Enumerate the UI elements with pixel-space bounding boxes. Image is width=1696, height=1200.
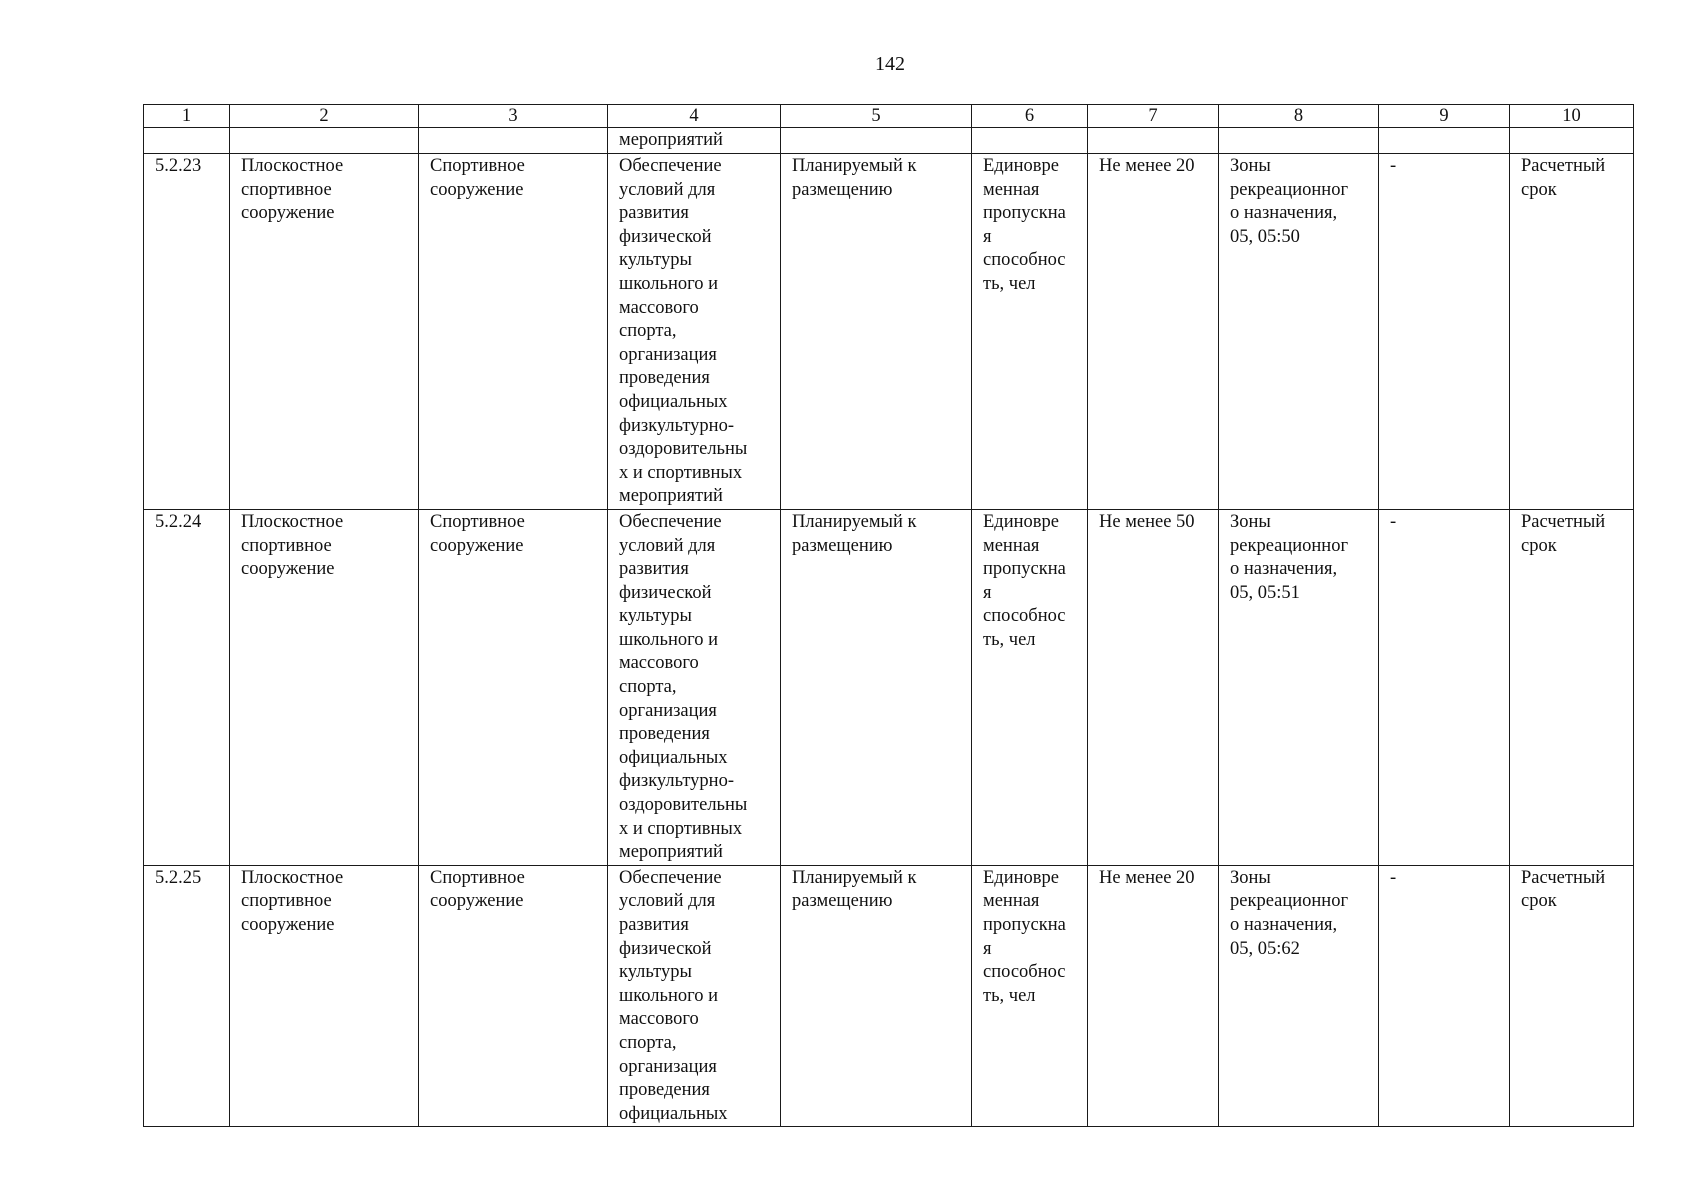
status-cell: Планируемый к размещению [781,509,972,865]
object-name-cell: Плоскостное спортивное сооружение [230,865,419,1127]
column-number-cell: 7 [1088,105,1219,128]
characteristic-cell: Единовре менная пропускна я способнос ть, чел [972,509,1088,865]
characteristic-cell: Единовре менная пропускна я способнос ть, чел [972,154,1088,510]
objects-table [143,104,1634,1127]
row-number-cell: 5.2.23 [144,154,230,510]
column-number-cell: 5 [781,105,972,128]
object-type-cell: Спортивное сооружение [419,865,608,1127]
table-row [144,865,1634,1127]
table-cell [781,128,972,154]
column-number-cell: 9 [1379,105,1510,128]
column-number-row [144,105,1634,128]
term-cell: Расчетный срок [1510,509,1634,865]
purpose-cell: Обеспечение условий для развития физической культуры школьного и массового спорта, организация проведения официальных физкультурно- оздоровительны х и спортивных мероприятий [608,154,781,510]
page-number: 142 [875,53,905,75]
value-cell: Не менее 20 [1088,154,1219,510]
status-cell: Планируемый к размещению [781,865,972,1127]
column-number-cell: 2 [230,105,419,128]
zone-cell: Зоны рекреационног о назначения, 05, 05:51 [1219,509,1379,865]
column-number-cell: 3 [419,105,608,128]
zone-cell: Зоны рекреационног о назначения, 05, 05:50 [1219,154,1379,510]
row-number-cell: 5.2.24 [144,509,230,865]
table-cell [144,128,230,154]
table-cell: мероприятий [608,128,781,154]
column-number-cell: 6 [972,105,1088,128]
term-cell: Расчетный срок [1510,865,1634,1127]
value-cell: Не менее 20 [1088,865,1219,1127]
row-number-cell: 5.2.25 [144,865,230,1127]
protection-zone-cell: - [1379,509,1510,865]
column-number-cell: 10 [1510,105,1634,128]
purpose-cell: Обеспечение условий для развития физической культуры школьного и массового спорта, организация проведения официальных физкультурно- оздоровительны х и спортивных мероприятий [608,509,781,865]
protection-zone-cell: - [1379,865,1510,1127]
table-cell [1379,128,1510,154]
object-name-cell: Плоскостное спортивное сооружение [230,509,419,865]
column-number-cell: 1 [144,105,230,128]
table-cell [1510,128,1634,154]
column-number-cell: 8 [1219,105,1379,128]
table-cell [972,128,1088,154]
value-cell: Не менее 50 [1088,509,1219,865]
table-cell [1088,128,1219,154]
table-cell [1219,128,1379,154]
table-row [144,509,1634,865]
zone-cell: Зоны рекреационног о назначения, 05, 05:62 [1219,865,1379,1127]
term-cell: Расчетный срок [1510,154,1634,510]
object-name-cell: Плоскостное спортивное сооружение [230,154,419,510]
status-cell: Планируемый к размещению [781,154,972,510]
column-number-cell: 4 [608,105,781,128]
characteristic-cell: Единовре менная пропускна я способнос ть, чел [972,865,1088,1127]
table-row [144,154,1634,510]
table-cell [419,128,608,154]
protection-zone-cell: - [1379,154,1510,510]
continuation-row [144,128,1634,154]
table-cell [230,128,419,154]
purpose-cell: Обеспечение условий для развития физической культуры школьного и массового спорта, организация проведения официальных [608,865,781,1127]
object-type-cell: Спортивное сооружение [419,154,608,510]
object-type-cell: Спортивное сооружение [419,509,608,865]
